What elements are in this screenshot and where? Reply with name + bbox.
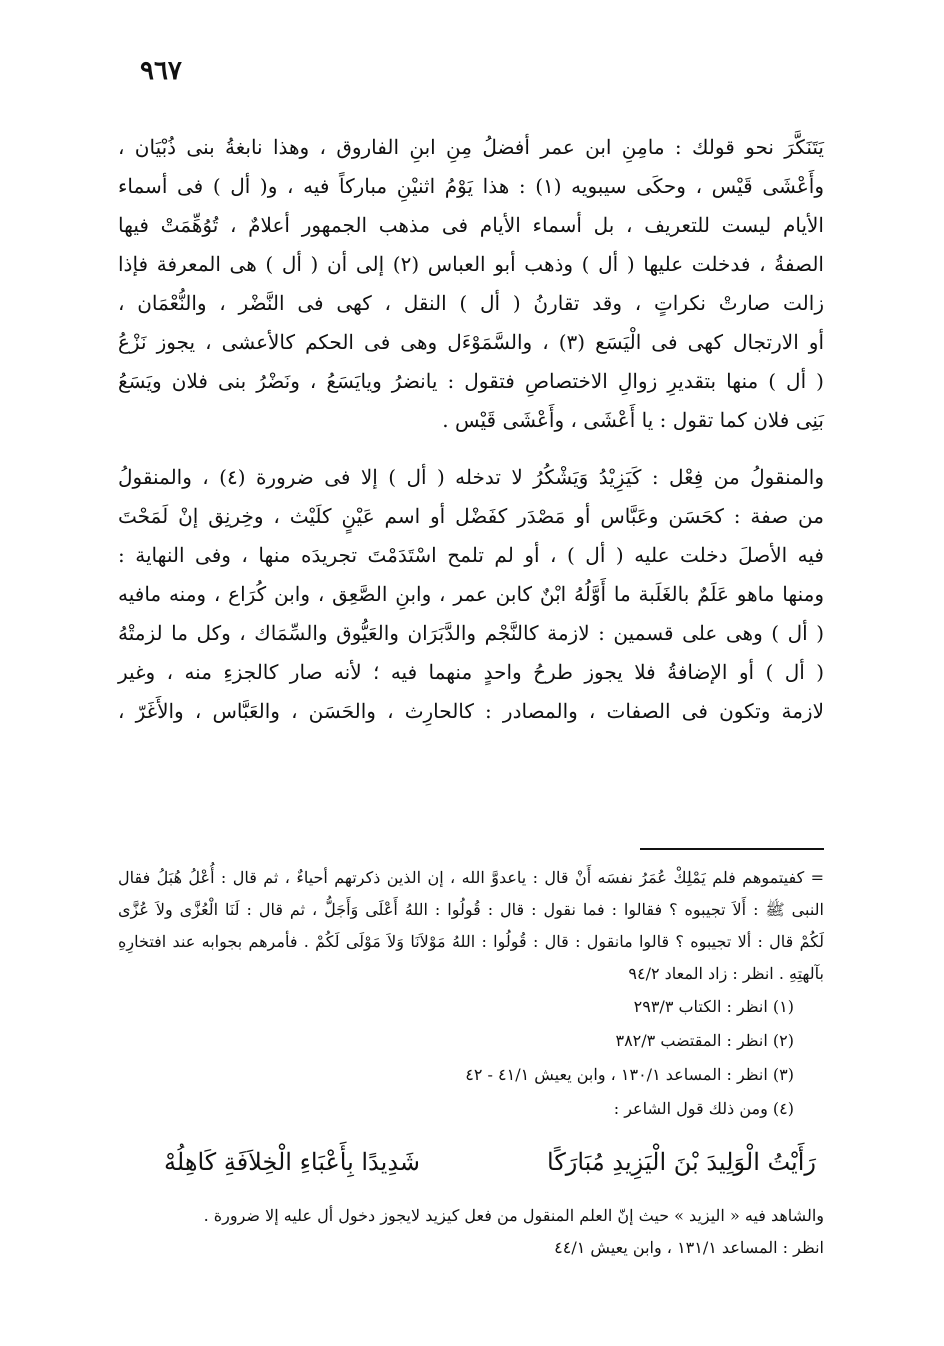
text-line: أو الارتجال كهى فى الْيَسَع (٣) ، والسَّمَوْءَل وهى فى الحكم كالأعشى ، يجوز نَزْعُ [118, 330, 824, 354]
footnotes [118, 862, 824, 1264]
text-line: يَتَنَكَّرَ نحو قولك : مامِنِ ابن عمر أفضلُ مِنِ ابنِ الفاروق ، وهذا نابغةُ بنى ذُبْيَان ، [118, 135, 824, 159]
poetry-verse [118, 1138, 824, 1186]
paragraph-1 [118, 128, 824, 440]
footnote-continuation [118, 862, 824, 990]
text-line: زالت صارتْ نكراتٍ ، وقد تقارنُ ( أل ) النقل ، كهى فى النَّضْر ، والنُّعْمَان ، [118, 291, 824, 315]
text-line: وأَعْشَى قَيْس ، وحكَى سيبويه (١) : هذا يَوْمُ اثنيْنِ مباركاً فيه ، و( أل ) فى أسماء [118, 174, 824, 198]
text-line: من صفة : كحَسَن وعَبَّاس أو مَصْدَر كفَضْل أو اسم عَيْنٍ كلَيْث ، وخِرنِق إنْ لَمَحْتَ [118, 504, 824, 528]
text-line: فيه الأصلَ دخلت عليه ( أل ) ، أو لم تلمح اسْتَدَمْتَ تجريدَه منها ، وفى النهاية : [118, 543, 824, 567]
footnote-item: (١) انظر : الكتاب ٢٩٣/٣ [633, 997, 794, 1016]
verse-second-hemistich: شَدِيدًا بِأَعْبَاءِ الْخِلاَفَةِ كَاهِلُهْ [164, 1148, 421, 1176]
footnote-item: (٤) ومن ذلك قول الشاعر : [613, 1099, 794, 1118]
text-line: ومنها ماهو عَلَمٌ بالغَلَبة ما أَوَّلُهُ ابْنٌ كابن عمر ، وابنِ الصَّعِق ، وابن كُرَاع ، ومنه مافيه [118, 582, 824, 606]
footnote-line: = كفيتموهم فلم يَمْلِكْ عُمَرُ نفسَه أَنْ قال : ياعدوَّ الله ، إن الذين ذكرتهم أحياءٌ ، ثم قال : أُعْلُ هُبَلُ فقال [118, 868, 824, 887]
text-line: الأيام ليست للتعريف ، بل أسماء الأيام فى مذهب الجمهور أعلامٌ ، تُوُهِّمَتْ فيها [118, 213, 824, 237]
footnote-line: بآلهتِهِ . انظر : زاد المعاد ٩٤/٢ [628, 964, 824, 983]
footnote-line: لَكُمْ قال : ألا تجيبوه ؟ قالوا مانقول : قال : قُولُوا : اللهُ مَوْلاَنَا وَلاَ مَوْلَى لَكُمْ . فأمرهم بجوابه عند افتخارِهِ [118, 932, 824, 951]
paragraph-2 [118, 458, 824, 731]
text-line: ( أل ) وهى على قسمين : لازمة كالنَّجْم والدَّبَرَان والعَيُّوق والسِّمَاك ، وكل ما لزمتْهُ [118, 621, 824, 645]
page-number: ٩٦٧ [140, 56, 182, 86]
main-text [118, 128, 824, 731]
footnote-line: والشاهد فيه « اليزيد » حيث إنّ العلم المنقول من فعل كيزيد لايجوز دخول أل عليه إلا ضرورة . [203, 1206, 824, 1225]
footnote-item: (٢) انظر : المقتضب ٣٨٢/٣ [615, 1031, 794, 1050]
footnote-list [118, 990, 824, 1126]
footnote-closing [118, 1200, 824, 1264]
text-line: بَنِى فلان كما تقول : يا أَعْشَى ، وأَعْشَى قَيْس . [442, 408, 824, 432]
text-line: لازمة وتكون فى الصفات ، والمصادر : كالحارِث ، والحَسَن ، والعَبَّاس ، والأَغَرّ ، [118, 699, 824, 723]
footnote-line: انظر : المساعد ١٣١/١ ، وابن يعيش ٤٤/١ [554, 1238, 824, 1257]
text-line: والمنقولُ من فِعْل : كَيَزِيْدُ وَيَشْكُرُ لا تدخله ( أل ) إلا فى ضرورة (٤) ، والمنقولُ [118, 465, 824, 489]
text-line: ( أل ) منها بتقديرِ زوالِ الاختصاصِ فتقول : يانضرُ ويايَسَعُ ، ونَضْرُ بنى فلان ويَسَعُ [118, 369, 824, 393]
footnote-item: (٣) انظر : المساعد ١٣٠/١ ، وابن يعيش ٤١/١ - ٤٢ [465, 1065, 794, 1084]
footnote-divider [640, 848, 824, 850]
verse-first-hemistich: رَأَيْتُ الْوَلِيدَ بْنَ الْيَزِيدِ مُبَارَكًا [547, 1148, 816, 1176]
text-line: ( أل ) أو الإضافةُ فلا يجوز طرحُ واحدٍ منهما فيه ؛ لأنه صار كالجزءِ منه ، وغير [118, 660, 824, 684]
text-line: الصفةُ ، فدخلت عليها ( أل ) وذهب أبو العباس (٢) إلى أن ( أل ) هى المعرفة فإذا [118, 252, 824, 276]
footnote-line: النبى ﷺ : أَلاَ تجيبوه ؟ فقالوا : فما نقول : قال : قُولُوا : اللهُ أَعْلَى وَأَجَلُّ ، ثم قال : لَنَا الْعُزَّى ولاَ عُزَّى [118, 900, 824, 919]
